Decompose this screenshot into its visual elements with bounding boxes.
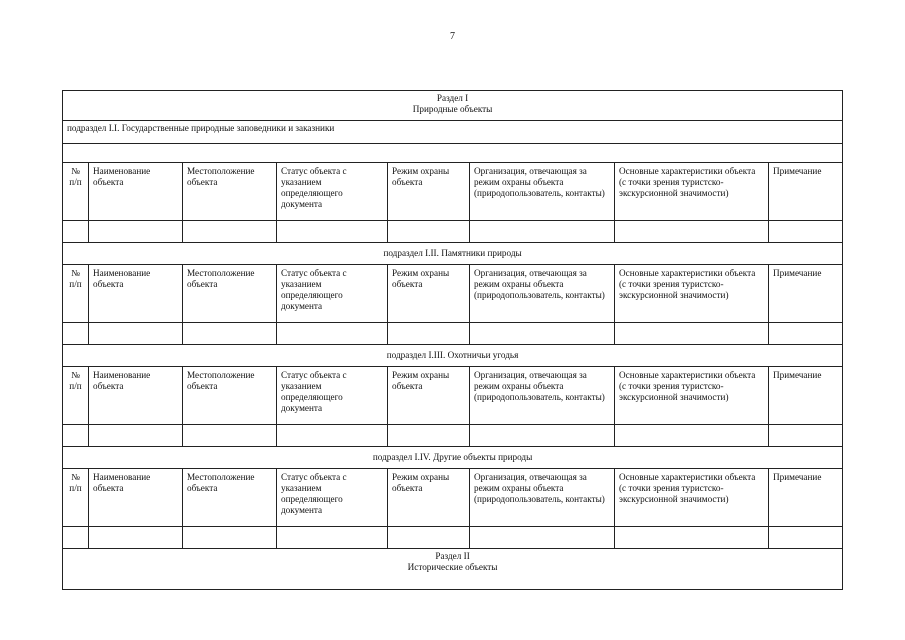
objects-table	[62, 90, 843, 590]
header-status: Статус объекта с указанием определяющего документа	[277, 265, 388, 323]
header-status: Статус объекта с указанием определяющего документа	[277, 163, 388, 221]
section-1-title-row	[63, 91, 843, 121]
page-number: 7	[450, 31, 455, 42]
header-regime: Режим охраны объекта	[388, 367, 470, 425]
header-org: Организация, отвечающая за режим охраны объекта (природопользователь, контакты)	[470, 265, 615, 323]
header-org: Организация, отвечающая за режим охраны объекта (природопользователь, контакты)	[470, 469, 615, 527]
spacer-row	[63, 144, 843, 163]
header-note: Примечание	[769, 367, 843, 425]
header-chars: Основные характеристики объекта (с точки зрения туристско-экскурсионной значимости)	[615, 265, 769, 323]
header-num: № п/п	[63, 265, 89, 323]
header-location: Местоположение объекта	[183, 163, 277, 221]
header-location: Местоположение объекта	[183, 367, 277, 425]
header-org: Организация, отвечающая за режим охраны объекта (природопользователь, контакты)	[470, 367, 615, 425]
header-name: Наименование объекта	[89, 367, 183, 425]
header-status: Статус объекта с указанием определяющего документа	[277, 367, 388, 425]
subsection-title: подраздел I.III. Охотничьи угодья	[63, 345, 843, 367]
header-chars: Основные характеристики объекта (с точки зрения туристско-экскурсионной значимости)	[615, 469, 769, 527]
header-name: Наименование объекта	[89, 469, 183, 527]
header-status: Статус объекта с указанием определяющего документа	[277, 469, 388, 527]
header-note: Примечание	[769, 163, 843, 221]
subsection-row	[63, 243, 843, 265]
header-row	[63, 265, 843, 323]
header-num: № п/п	[63, 469, 89, 527]
section-1-title	[63, 91, 843, 121]
subsection-title: подраздел I.II. Памятники природы	[63, 243, 843, 265]
header-location: Местоположение объекта	[183, 469, 277, 527]
subsection-row	[63, 447, 843, 469]
header-note: Примечание	[769, 469, 843, 527]
subsection-row	[63, 345, 843, 367]
empty-data-row	[63, 221, 843, 243]
section-2-title	[63, 549, 843, 590]
header-name: Наименование объекта	[89, 163, 183, 221]
header-num: № п/п	[63, 163, 89, 221]
section-1-name: Природные объекты	[412, 104, 493, 114]
header-row	[63, 163, 843, 221]
header-row	[63, 367, 843, 425]
header-regime: Режим охраны объекта	[388, 265, 470, 323]
header-chars: Основные характеристики объекта (с точки зрения туристско-экскурсионной значимости)	[615, 367, 769, 425]
section-2-name: Исторические объекты	[407, 562, 498, 572]
section-2-label: Раздел II	[435, 551, 470, 561]
header-num: № п/п	[63, 367, 89, 425]
subsection-title: подраздел I.IV. Другие объекты природы	[63, 447, 843, 469]
subsection-title: подраздел I.I. Государственные природные заповедники и заказники	[63, 121, 843, 144]
empty-data-row	[63, 323, 843, 345]
header-regime: Режим охраны объекта	[388, 163, 470, 221]
section-2-title-row	[63, 549, 843, 590]
empty-data-row	[63, 527, 843, 549]
empty-data-row	[63, 425, 843, 447]
subsection-row	[63, 121, 843, 144]
header-chars: Основные характеристики объекта (с точки зрения туристско-экскурсионной значимости)	[615, 163, 769, 221]
header-note: Примечание	[769, 265, 843, 323]
header-name: Наименование объекта	[89, 265, 183, 323]
header-regime: Режим охраны объекта	[388, 469, 470, 527]
header-org: Организация, отвечающая за режим охраны объекта (природопользователь, контакты)	[470, 163, 615, 221]
header-row	[63, 469, 843, 527]
header-location: Местоположение объекта	[183, 265, 277, 323]
section-1-label: Раздел I	[436, 93, 469, 103]
